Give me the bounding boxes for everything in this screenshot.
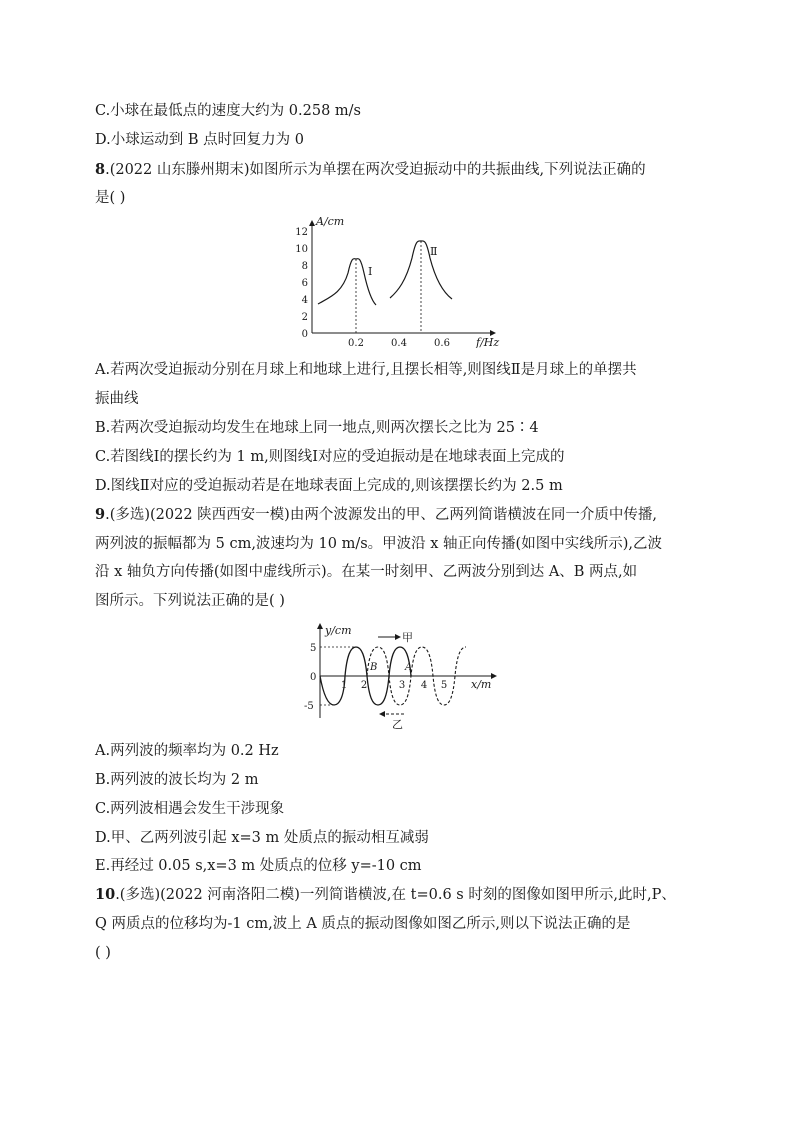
ytick-neg5: -5 (304, 701, 314, 712)
xtick-1: 1 (340, 680, 348, 691)
curve-II-label: Ⅱ (430, 245, 438, 258)
ytick-10: 10 (295, 244, 308, 255)
point-A-label: A (405, 662, 413, 673)
option-b8: B.若两次受迫振动均发生在地球上同一地点,则两次摆长之比为 25∶4 (95, 420, 539, 436)
ytick-labels (295, 227, 308, 340)
ytick-12: 12 (295, 227, 308, 238)
question-10-number: 10 (95, 886, 116, 903)
question-10-line3: ( ) (95, 945, 111, 961)
xtick-2: 2 (360, 680, 368, 691)
question-8-number: 8 (95, 161, 106, 178)
xtick-0.4: 0.4 (391, 338, 407, 348)
option-c7: C.小球在最低点的速度大约为 0.258 m/s (95, 103, 361, 119)
xtick-0.6: 0.6 (434, 338, 450, 348)
question-10-line2: Q 两质点的位移均为-1 cm,波上 A 质点的振动图像如图乙所示,则以下说法正确的是 (95, 916, 631, 932)
question-9-line4: 图所示。下列说法正确的是( ) (95, 593, 285, 609)
jia-label: 甲 (402, 631, 413, 644)
ytick-6: 6 (301, 278, 308, 289)
ytick-5: 5 (310, 643, 317, 654)
x-axis-label: f/Hz (476, 336, 500, 348)
point-B-label: B (370, 662, 378, 673)
xtick-labels (348, 338, 450, 348)
question-9-line3: 沿 x 轴负方向传播(如图中虚线所示)。在某一时刻甲、乙两波分别到达 A、B 两点,如 (95, 564, 638, 580)
yi-label: 乙 (392, 718, 403, 730)
option-a8-line2: 振曲线 (95, 391, 139, 407)
option-d9: D.甲、乙两列波引起 x=3 m 处质点的振动相互减弱 (95, 830, 429, 846)
x-axis-label: x/m (471, 678, 492, 691)
question-8-line1 (95, 160, 646, 180)
xtick-5: 5 (440, 680, 448, 691)
resonance-curve-figure (290, 213, 510, 348)
option-b9: B.两列波的波长均为 2 m (95, 772, 259, 788)
question-10-line1 (95, 885, 676, 905)
question-9-number: 9 (95, 506, 106, 523)
option-a9: A.两列波的频率均为 0.2 Hz (95, 743, 279, 759)
ytick-0: 0 (301, 329, 308, 340)
ytick-0: 0 (310, 672, 317, 683)
question-8-line2: 是( ) (95, 190, 126, 206)
ytick-2: 2 (301, 312, 308, 323)
question-10-text: .(多选)(2022 河南洛阳二模)一列简谐横波,在 t=0.6 s 时刻的图像如图甲所示,此时,P、 (115, 887, 676, 903)
wave-figure (300, 618, 505, 730)
xtick-3: 3 (398, 680, 406, 691)
option-d7: D.小球运动到 B 点时回复力为 0 (95, 132, 304, 148)
option-e9: E.再经过 0.05 s,x=3 m 处质点的位移 y=-10 cm (95, 858, 422, 874)
ytick-4: 4 (301, 295, 308, 306)
xtick-4: 4 (420, 680, 428, 691)
option-c9: C.两列波相遇会发生干涉现象 (95, 801, 285, 817)
y-axis-label: A/cm (316, 215, 345, 228)
ytick-8: 8 (301, 261, 308, 272)
option-c8: C.若图线Ⅰ的摆长约为 1 m,则图线Ⅰ对应的受迫振动是在地球表面上完成的 (95, 449, 565, 465)
y-axis-label: y/cm (325, 624, 352, 637)
option-d8: D.图线Ⅱ对应的受迫振动若是在地球表面上完成的,则该摆摆长约为 2.5 m (95, 478, 563, 494)
curve-I-label: Ⅰ (368, 265, 373, 278)
question-9-line1 (95, 505, 657, 525)
xtick-labels (341, 680, 447, 691)
question-9-text: .(多选)(2022 陕西西安一模)由两个波源发出的甲、乙两列简谐横波在同一介质中传播, (105, 507, 657, 523)
xtick-0.2: 0.2 (348, 338, 364, 348)
question-9-line2: 两列波的振幅都为 5 cm,波速均为 10 m/s。甲波沿 x 轴正向传播(如图中实线所示),乙波 (95, 536, 662, 552)
question-8-text: .(2022 山东滕州期末)如图所示为单摆在两次受迫振动中的共振曲线,下列说法正确的 (105, 162, 646, 178)
option-a8-line1: A.若两次受迫振动分别在月球上和地球上进行,且摆长相等,则图线Ⅱ是月球上的单摆共 (95, 362, 637, 378)
